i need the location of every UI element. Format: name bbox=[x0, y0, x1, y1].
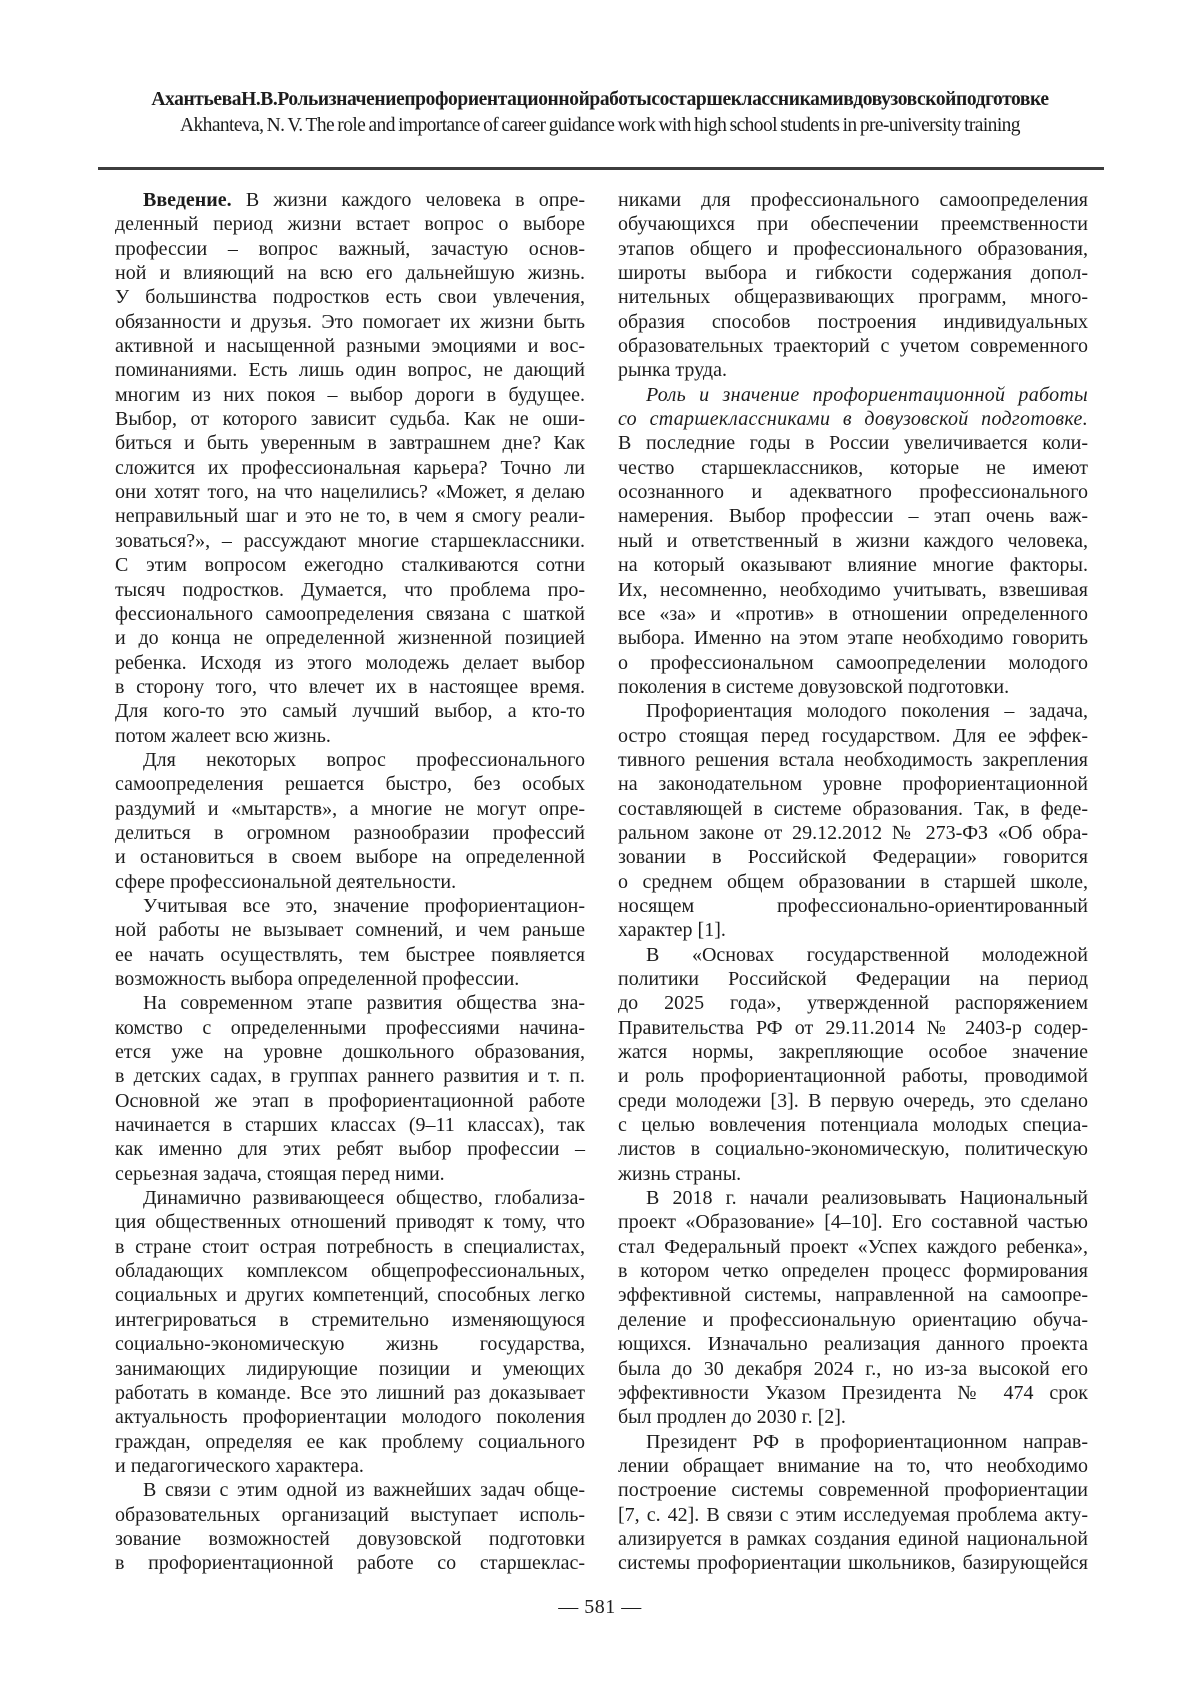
left-paragraph-2 bbox=[115, 748, 585, 894]
text-line: жизнь страны. bbox=[618, 1162, 742, 1185]
left-column bbox=[115, 188, 585, 1576]
text-line: чество старшеклассников, которые не имеют bbox=[618, 456, 1088, 479]
text-line: ной работы не вызывает сомнений, и чем раньше bbox=[115, 919, 585, 942]
text-line: намерения. Выбор профессии – этап очень важ- bbox=[618, 505, 1088, 528]
text-line: в котором четко определен процесс формирования bbox=[618, 1260, 1088, 1283]
text-line: ция общественных отношений приводят к тому, что bbox=[115, 1211, 585, 1234]
text-line: социальных и других компетенций, способных легко bbox=[115, 1284, 585, 1307]
text-line: политики Российской Федерации на период bbox=[618, 968, 1088, 990]
text-line: Для некоторых вопрос профессионального bbox=[143, 748, 585, 771]
right-paragraph-6 bbox=[618, 1430, 1088, 1576]
text-line: ный и ответственный в жизни каждого человека, bbox=[618, 529, 1088, 552]
text-line: многим из них покоя – выбор дороги в будущее. bbox=[115, 383, 585, 406]
right-paragraph-1 bbox=[618, 188, 1088, 383]
text-line: никами для профессионального самоопределения bbox=[618, 189, 1088, 211]
article-title-ru: Ахантьева Н. В. Роль и значение профориентационной работы со старшеклассниками в довузовской подготовке bbox=[151, 89, 1049, 110]
text-line: системы профориентации школьников, базирующейся bbox=[618, 1552, 1088, 1575]
article-title-en: Akhanteva, N. V. The role and importance of career guidance work with high school students in pre-university training bbox=[180, 115, 1020, 136]
text-line: носящем профессионально-ориентированный bbox=[618, 894, 1088, 917]
text-line: Основной же этап в профориентационной работе bbox=[115, 1089, 585, 1112]
text-line: обязанности и друзья. Это помогает их жизни быть bbox=[115, 310, 585, 333]
text-line: лении обращает внимание на то, что необходимо bbox=[618, 1454, 1088, 1477]
text-line: делиться в огромном разнообразии профессий bbox=[115, 821, 585, 844]
text-line: раздумий и «мытарств», а многие не могут опре- bbox=[115, 797, 585, 820]
text-line: в детских садах, в группах раннего развития и т. п. bbox=[115, 1065, 585, 1088]
text-line: актуальность профориентации молодого поколения bbox=[115, 1406, 585, 1429]
right-paragraph-5 bbox=[618, 1186, 1088, 1429]
text-line: В последние годы в России увеличивается коли- bbox=[618, 432, 1088, 455]
text-line: проект «Образование» [4–10]. Его составной частью bbox=[618, 1211, 1088, 1234]
right-paragraph-4 bbox=[618, 943, 1088, 1186]
text-line: самоопределения решается быстро, без особых bbox=[115, 773, 585, 796]
text-line: ее начать осуществлять, тем быстрее появляется bbox=[115, 943, 585, 966]
text-line: деленный период жизни встает вопрос о выборе bbox=[115, 213, 585, 236]
text-line: на который оказывают влияние многие факторы. bbox=[618, 554, 1088, 577]
text-line: со старшеклассниками в довузовской подготовке. bbox=[618, 408, 1088, 431]
right-paragraph-3 bbox=[618, 699, 1088, 942]
text-line: начинается в старших классах (9–11 классах), так bbox=[115, 1114, 585, 1137]
text-line: Выбор, от которого зависит судьба. Как не оши- bbox=[115, 408, 585, 431]
left-paragraph-1 bbox=[115, 188, 585, 748]
text-line: с целью вовлечения потенциала молодых специа- bbox=[618, 1114, 1088, 1137]
text-line: сфере профессиональной деятельности. bbox=[115, 870, 457, 893]
text-line: был продлен до 2030 г. [2]. bbox=[618, 1406, 846, 1429]
text-line: образовательных траекторий с учетом современного bbox=[618, 335, 1088, 358]
text-line: Динамично развивающееся общество, глобализа- bbox=[143, 1187, 585, 1210]
text-line: занимающих лидирующие позиции и умеющих bbox=[115, 1357, 585, 1380]
text-line: неправильный шаг и это не то, в чем я смогу реали- bbox=[115, 505, 585, 528]
text-line: образовательных организаций выступает исполь- bbox=[115, 1503, 585, 1526]
text-line: стал Федеральный проект «Успех каждого ребенка», bbox=[618, 1235, 1088, 1258]
text-line: На современном этапе развития общества зна- bbox=[143, 992, 585, 1015]
text-line: ализируется в рамках создания единой национальной bbox=[618, 1527, 1088, 1550]
text-line: остро стоящая перед государством. Для ее эффек- bbox=[618, 724, 1088, 747]
text-line: поколения в системе довузовской подготовки. bbox=[618, 675, 1010, 698]
text-line: интегрироваться в стремительно изменяющуюся bbox=[115, 1308, 585, 1331]
text-line: ется уже на уровне дошкольного образования, bbox=[115, 1041, 585, 1064]
text-line: сложится их профессиональная карьера? Точно ли bbox=[115, 456, 585, 479]
left-paragraph-4 bbox=[115, 991, 585, 1186]
text-line: комство с определенными профессиями начина- bbox=[115, 1016, 585, 1039]
text-line: на законодательном уровне профориентационной bbox=[618, 773, 1088, 796]
text-line: граждан, определяя ее как проблему социального bbox=[115, 1430, 585, 1453]
text-line: в профориентационной работе со старшеклас- bbox=[115, 1552, 585, 1575]
text-line: С этим вопросом ежегодно сталкиваются сотни bbox=[115, 554, 585, 577]
left-paragraph-6 bbox=[115, 1478, 585, 1575]
text-line: обладающих комплексом общепрофессиональных, bbox=[115, 1260, 585, 1283]
text-line: этапов общего и профессионального образования, bbox=[618, 237, 1088, 260]
text-line: осознанного и адекватного профессионального bbox=[618, 481, 1088, 504]
text-line: о профессиональном самоопределении молодого bbox=[618, 651, 1088, 674]
text-line: среди молодежи [3]. В первую очередь, это сделано bbox=[618, 1089, 1088, 1112]
text-line: Правительства РФ от 29.11.2014 № 2403-р содер- bbox=[618, 1016, 1088, 1039]
text-line: была до 30 декабря 2024 г., но из-за высокой его bbox=[618, 1357, 1088, 1380]
text-line: Учитывая все это, значение профориентацион- bbox=[143, 894, 585, 917]
text-line: Роль и значение профориентационной работы bbox=[646, 383, 1088, 406]
text-line: образия способов построения индивидуальных bbox=[618, 310, 1088, 333]
text-line: зоваться?», – рассуждают многие старшеклассники. bbox=[115, 529, 585, 552]
text-line: деление и профессиональную ориентацию обуча- bbox=[618, 1308, 1088, 1331]
left-paragraph-5 bbox=[115, 1186, 585, 1478]
text-line: работать в команде. Все это лишний раз доказывает bbox=[115, 1381, 585, 1404]
text-line: составляющей в системе образования. Так, в феде- bbox=[618, 797, 1088, 820]
header-divider bbox=[98, 167, 1104, 170]
text-line: тысяч подростков. Думается, что проблема про- bbox=[115, 578, 585, 601]
text-line: широты выбора и гибкости содержания допол- bbox=[618, 262, 1088, 285]
text-line: как именно для этих ребят выбор профессии – bbox=[115, 1138, 585, 1161]
text-line: социально-экономическую жизнь государства, bbox=[115, 1333, 585, 1356]
text-line: Профориентация молодого поколения – задача, bbox=[646, 700, 1088, 723]
text-line: поминаниями. Есть лишь один вопрос, не дающий bbox=[115, 359, 585, 382]
text-line: Введение. В жизни каждого человека в опре- bbox=[143, 189, 585, 211]
page-number: — 581 — bbox=[558, 1596, 642, 1618]
text-line: серьезная задача, стоящая перед ними. bbox=[115, 1162, 445, 1185]
text-line: о среднем общем образовании в старшей школе, bbox=[618, 870, 1088, 893]
text-line: Президент РФ в профориентационном направ- bbox=[646, 1430, 1088, 1453]
text-line: В «Основах государственной молодежной bbox=[646, 943, 1088, 966]
text-line: зовании в Российской Федерации» говорится bbox=[618, 846, 1088, 869]
text-line: У большинства подростков есть свои увлечения, bbox=[115, 286, 585, 309]
text-line: ральном законе от 29.12.2012 № 273-ФЗ «Об обра- bbox=[618, 821, 1088, 844]
text-line: и остановиться в своем выборе на определенной bbox=[115, 846, 585, 869]
text-line: В связи с этим одной из важнейших задач обще- bbox=[143, 1479, 585, 1502]
text-line: в сторону того, что влечет их в настоящее время. bbox=[115, 675, 585, 698]
paragraph-lead-bold: Введение. bbox=[143, 189, 246, 211]
text-line: возможность выбора определенной профессии. bbox=[115, 968, 520, 990]
text-line: и роль профориентационной работы, проводимой bbox=[618, 1065, 1088, 1088]
text-line: Их, несомненно, необходимо учитывать, взвешивая bbox=[618, 578, 1088, 601]
text-line: рынка труда. bbox=[618, 359, 727, 382]
text-line: зование возможностей довузовской подготовки bbox=[115, 1527, 585, 1550]
text-line: до 2025 года», утвержденной распоряжением bbox=[618, 992, 1088, 1015]
text-line: они хотят того, на что нацелились? «Может, я делаю bbox=[115, 481, 585, 504]
text-line: ребенка. Исходя из этого молодежь делает выбор bbox=[115, 651, 585, 674]
text-line: в стране стоит острая потребность в специалистах, bbox=[115, 1235, 585, 1258]
text-line: эффективности Указом Президента № 474 срок bbox=[618, 1381, 1088, 1404]
text-line: фессионального самоопределения связана с шаткой bbox=[115, 602, 585, 625]
text-line: обучающихся при обеспечении преемственности bbox=[618, 213, 1088, 236]
text-line: и до конца не определенной жизненной позицией bbox=[115, 627, 585, 650]
text-line: выбора. Именно на этом этапе необходимо говорить bbox=[618, 627, 1088, 650]
text-line: Для кого-то это самый лучший выбор, а кто-то bbox=[115, 700, 585, 723]
text-line: потом жалеет всю жизнь. bbox=[115, 724, 331, 747]
text-line: профессии – вопрос важный, зачастую основ- bbox=[115, 237, 585, 260]
text-line: ющихся. Изначально реализация данного проекта bbox=[618, 1333, 1088, 1356]
text-line: жатся нормы, закрепляющие особое значение bbox=[618, 1041, 1088, 1064]
text-line: нительных общеразвивающих программ, много- bbox=[618, 286, 1088, 309]
left-paragraph-3 bbox=[115, 894, 585, 991]
text-line: активной и насыщенной разными эмоциями и вос- bbox=[115, 335, 585, 358]
text-line: тивного решения встала необходимость закрепления bbox=[618, 748, 1088, 771]
text-line: листов в социально-экономическую, политическую bbox=[618, 1138, 1088, 1161]
text-line: В 2018 г. начали реализовывать Национальный bbox=[646, 1187, 1088, 1210]
text-line: [7, с. 42]. В связи с этим исследуемая проблема акту- bbox=[618, 1503, 1088, 1526]
right-column bbox=[618, 188, 1088, 1576]
text-line: и педагогического характера. bbox=[115, 1454, 364, 1477]
text-line: построение системы современной профориентации bbox=[618, 1479, 1088, 1502]
text-line: эффективной системы, направленной на самоопре- bbox=[618, 1284, 1088, 1307]
text-line: ной и влияющий на всю его дальнейшую жизнь. bbox=[115, 262, 585, 285]
text-line: биться и быть уверенным в завтрашнем дне? Как bbox=[115, 432, 585, 455]
right-paragraph-2 bbox=[618, 383, 1088, 699]
text-line: все «за» и «против» в отношении определенного bbox=[618, 602, 1088, 625]
text-line: характер [1]. bbox=[618, 919, 726, 942]
